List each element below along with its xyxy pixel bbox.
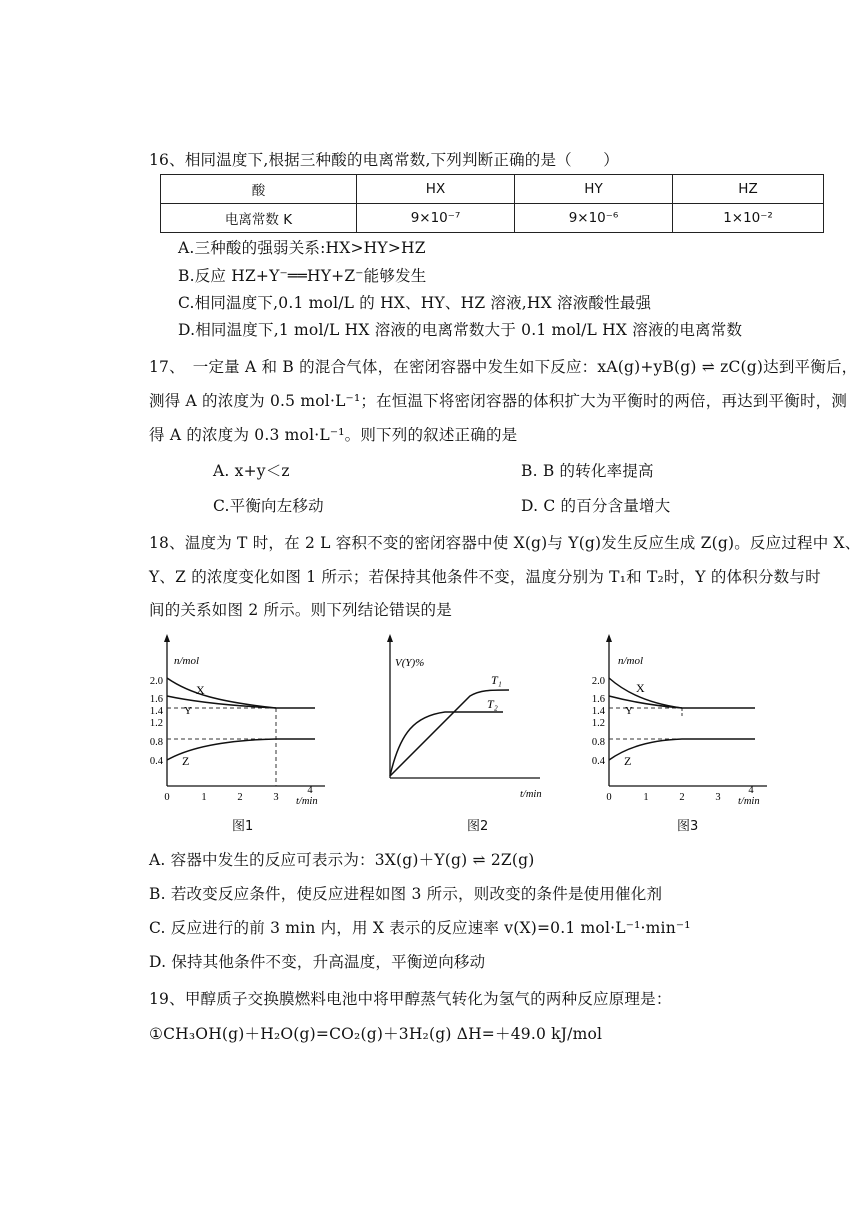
series-x-label: X — [636, 681, 645, 695]
x-tick-label: 4 — [748, 785, 754, 796]
q17-option-d: D. C 的百分含量增大 — [521, 497, 671, 515]
figure-2-graph — [375, 632, 545, 812]
y-tick-labels — [592, 676, 606, 767]
table-cell: 1×10⁻² — [673, 204, 824, 233]
y-axis-arrow — [387, 634, 393, 642]
figure-3-graph — [592, 632, 772, 812]
y-tick-label: 1.6 — [150, 694, 163, 705]
ionization-constant-table — [160, 174, 824, 233]
y-tick-labels — [150, 676, 164, 767]
figure-1-graph — [150, 632, 330, 812]
q18-option-d: D. 保持其他条件不变，升高温度，平衡逆向移动 — [149, 953, 486, 971]
x-axis-label: t/min — [296, 796, 318, 807]
figure-1 — [150, 632, 330, 816]
x-tick-label: 1 — [201, 792, 207, 803]
x-tick-labels — [164, 785, 313, 803]
y-tick-label: 0.8 — [592, 737, 605, 748]
x-tick-label: 2 — [679, 792, 685, 803]
y-tick-label: 2.0 — [150, 676, 163, 687]
table-header-cell: HY — [515, 175, 673, 204]
y-tick-label: 1.4 — [150, 706, 163, 717]
y-axis-arrow — [606, 634, 612, 642]
q16-option-a: A.三种酸的强弱关系:HX>HY>HZ — [178, 239, 426, 257]
table-row — [161, 175, 824, 204]
y-axis-label: V(Y)% — [395, 657, 425, 669]
x-tick-label: 0 — [606, 792, 612, 803]
q17-line2: 测得 A 的浓度为 0.5 mol·L⁻¹；在恒温下将密闭容器的体积扩大为平衡时的两倍，再达到平衡时，测 — [149, 392, 848, 410]
table-row — [161, 204, 824, 233]
q17-line1: 17、 一定量 A 和 B 的混合气体，在密闭容器中发生如下反应：xA(g)+yB(g) ⇌ zC(g)达到平衡后， — [149, 358, 858, 376]
q18-option-c: C. 反应进行的前 3 min 内，用 X 表示的反应速率 v(X)=0.1 mol·L⁻¹·min⁻¹ — [149, 919, 691, 937]
q18-option-b: B. 若改变反应条件，使反应进程如图 3 所示，则改变的条件是使用催化剂 — [149, 885, 663, 903]
table-cell: 9×10⁻⁷ — [357, 204, 515, 233]
q17-option-b: B. B 的转化率提高 — [521, 462, 654, 480]
series-t1-label: T₁ — [491, 673, 502, 687]
series-t2-curve — [390, 712, 503, 776]
y-axis-label: n/mol — [618, 655, 644, 667]
figure-2 — [375, 632, 545, 816]
q18-line2: Y、Z 的浓度变化如图 1 所示；若保持其他条件不变，温度分别为 T₁和 T₂时，Y 的体积分数与时 — [149, 568, 821, 586]
table-cell: 9×10⁻⁶ — [515, 204, 673, 233]
figure-1-caption: 图1 — [232, 819, 254, 834]
x-tick-label: 0 — [164, 792, 170, 803]
q17-option-c: C.平衡向左移动 — [213, 497, 324, 515]
x-tick-labels — [606, 785, 754, 803]
y-tick-label: 1.6 — [592, 694, 605, 705]
y-tick-label: 1.4 — [592, 706, 605, 717]
series-z-label: Z — [182, 754, 190, 768]
q19-stem: 19、甲醇质子交换膜燃料电池中将甲醇蒸气转化为氢气的两种反应原理是： — [149, 990, 672, 1008]
y-tick-label: 1.2 — [150, 718, 163, 729]
q16-option-d: D.相同温度下,1 mol/L HX 溶液的电离常数大于 0.1 mol/L HX 溶液的电离常数 — [178, 321, 743, 339]
figure-3-caption: 图3 — [677, 819, 699, 834]
x-tick-label: 3 — [273, 792, 279, 803]
y-axis-label: n/mol — [174, 655, 200, 667]
q17-option-a: A. x+y＜z — [213, 462, 290, 480]
q18-line3: 间的关系如图 2 所示。则下列结论错误的是 — [149, 601, 452, 619]
table-header-cell: HZ — [673, 175, 824, 204]
q19-equation-1: ①CH₃OH(g)＋H₂O(g)=CO₂(g)＋3H₂(g) ΔH=＋49.0 kJ/mol — [149, 1025, 603, 1043]
series-z-label: Z — [624, 754, 632, 768]
series-y-label: Y — [625, 705, 633, 717]
series-x-curve — [609, 678, 755, 708]
q16-option-b: B.反应 HZ+Y⁻══HY+Z⁻能够发生 — [178, 267, 427, 285]
table-header-cell: 酸 — [161, 175, 357, 204]
series-x-label: X — [196, 683, 205, 697]
figure-3 — [592, 632, 772, 816]
series-t2-label: T₂ — [487, 697, 498, 711]
series-x-curve — [167, 678, 315, 708]
y-axis-arrow — [164, 634, 170, 642]
x-axis-label: t/min — [520, 789, 542, 800]
y-tick-label: 0.8 — [150, 737, 163, 748]
q16-option-c: C.相同温度下,0.1 mol/L 的 HX、HY、HZ 溶液,HX 溶液酸性最强 — [178, 294, 652, 312]
q18-line1: 18、温度为 T 时，在 2 L 容积不变的密闭容器中使 X(g)与 Y(g)发生反应生成 Z(g)。反应过程中 X、 — [149, 534, 860, 552]
x-tick-label: 2 — [237, 792, 243, 803]
table-header-cell: HX — [357, 175, 515, 204]
q18-option-a: A. 容器中发生的反应可表示为：3X(g)＋Y(g) ⇌ 2Z(g) — [149, 851, 535, 869]
y-tick-label: 0.4 — [592, 756, 605, 767]
x-axis-label: t/min — [738, 796, 760, 807]
x-tick-label: 3 — [715, 792, 721, 803]
y-tick-label: 2.0 — [592, 676, 605, 687]
series-y-label: Y — [184, 705, 192, 717]
q16-stem: 16、相同温度下,根据三种酸的电离常数,下列判断正确的是（ ） — [149, 151, 619, 169]
x-tick-label: 1 — [643, 792, 649, 803]
figure-2-caption: 图2 — [467, 819, 489, 834]
q17-line3: 得 A 的浓度为 0.3 mol·L⁻¹。则下列的叙述正确的是 — [149, 426, 518, 444]
x-tick-label: 4 — [307, 785, 313, 796]
table-cell: 电离常数 K — [161, 204, 357, 233]
y-tick-label: 0.4 — [150, 756, 163, 767]
y-tick-label: 1.2 — [592, 718, 605, 729]
